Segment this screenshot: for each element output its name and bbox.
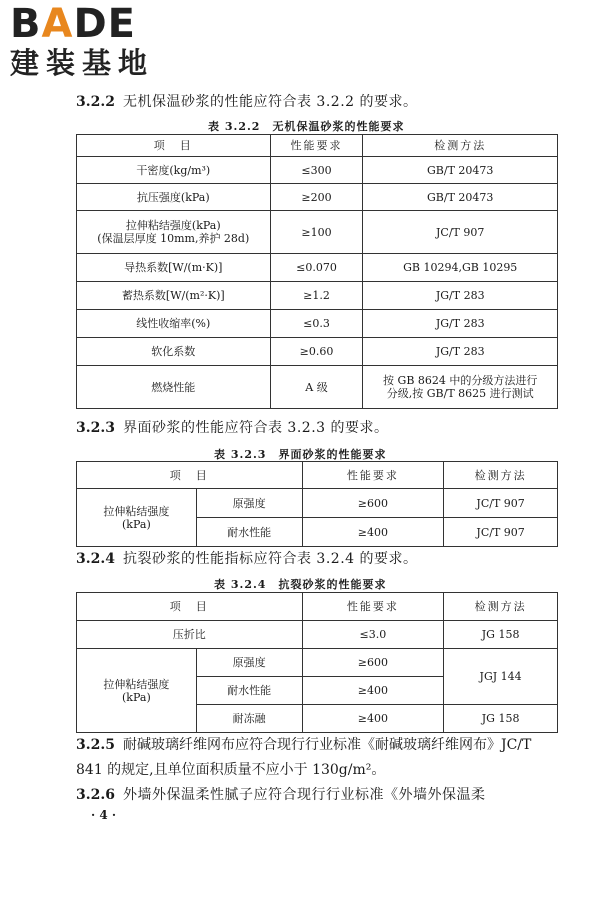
table-3-2-4 [76, 592, 558, 733]
header-requirement: 性能要求 [302, 593, 444, 621]
header-method: 检测方法 [363, 135, 558, 157]
section-3-2-5: 3.2.5 耐碱玻璃纤维网布应符合现行行业标准《耐碱玻璃纤维网布》JC/T 841 的规定,且单位面积质量不应小于 130g/m²。 [76, 737, 532, 778]
table-row: 蓄热系数[W/(m²·K)] ≥1.2 JG/T 283 [77, 282, 558, 310]
table-3-2-2 [76, 134, 558, 409]
section-3-2-3: 3.2.3 界面砂浆的性能应符合表 3.2.3 的要求。 [76, 420, 389, 436]
table-row: 耐冻融 ≥400 JG 158 [77, 705, 558, 733]
table-row: 压折比 ≤3.0 JG 158 [77, 621, 558, 649]
section-3-2-2: 3.2.2 无机保温砂浆的性能应符合表 3.2.2 的要求。 [76, 94, 418, 110]
table-3-2-2-caption: 表 3.2.2 无机保温砂浆的性能要求 [208, 120, 405, 133]
table-3-2-3 [76, 461, 558, 547]
table-row: 拉伸粘结强度 (kPa) 原强度 ≥600 JC/T 907 [77, 489, 558, 518]
table-row: 线性收缩率(%) ≤0.3 JG/T 283 [77, 310, 558, 338]
table-3-2-4-caption: 表 3.2.4 抗裂砂浆的性能要求 [214, 578, 387, 591]
table-row: 软化系数 ≥0.60 JG/T 283 [77, 338, 558, 366]
table-row: 耐水性能 ≥400 JC/T 907 [77, 518, 558, 547]
table-header-row [77, 593, 558, 621]
section-3-2-6: 3.2.6 外墙外保温柔性腻子应符合现行行业标准《外墙外保温柔 [76, 787, 486, 803]
logo-subtitle: 建装基地 [10, 46, 155, 80]
table-row: 拉伸粘结强度(kPa) (保温层厚度 10mm,养护 28d) ≥100 JC/T 907 [77, 211, 558, 254]
logo [10, 1, 155, 80]
logo-wordmark: BADE [10, 1, 136, 47]
table-header-row [77, 462, 558, 489]
table-row: 耐水性能 ≥400 [77, 677, 558, 705]
header-requirement: 性能要求 [270, 135, 363, 157]
header-item: 项 目 [77, 135, 271, 157]
table-row: 拉伸粘结强度 (kPa) 原强度 ≥600 JGJ 144 [77, 649, 558, 677]
header-method: 检测方法 [444, 593, 558, 621]
table-row: 导热系数[W/(m·K)] ≤0.070 GB 10294,GB 10295 [77, 254, 558, 282]
table-row: 抗压强度(kPa) ≥200 GB/T 20473 [77, 184, 558, 211]
section-3-2-4: 3.2.4 抗裂砂浆的性能指标应符合表 3.2.4 的要求。 [76, 551, 418, 567]
header-item: 项 目 [77, 462, 303, 489]
header-method: 检测方法 [444, 462, 558, 489]
table-header-row [77, 135, 558, 157]
table-row: 燃烧性能 A 级 按 GB 8624 中的分级方法进行 分级,按 GB/T 8625 进行测试 [77, 366, 558, 409]
table-3-2-3-caption: 表 3.2.3 界面砂浆的性能要求 [214, 448, 387, 461]
page-number: · 4 · [91, 808, 117, 822]
table-row: 干密度(kg/m³) ≤300 GB/T 20473 [77, 157, 558, 184]
header-item: 项 目 [77, 593, 303, 621]
header-requirement: 性能要求 [302, 462, 444, 489]
